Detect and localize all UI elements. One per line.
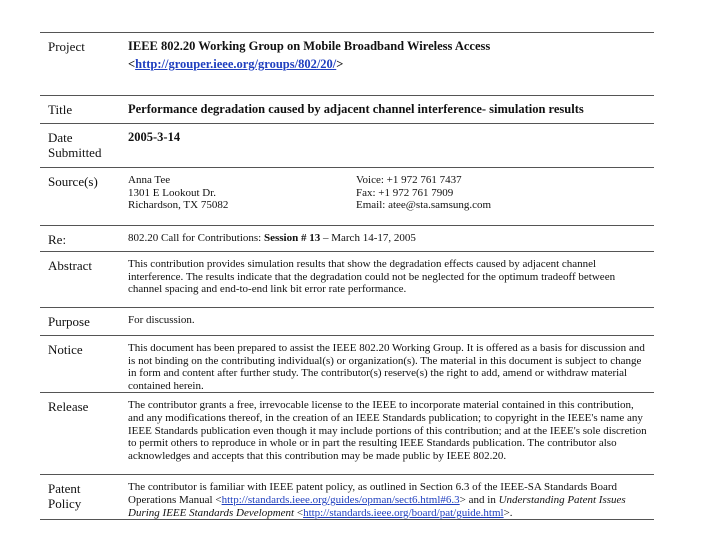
patent-link-opman[interactable]: http://standards.ieee.org/guides/opman/sect6.html#6.3 xyxy=(221,493,460,506)
abstract-text: This contribution provides simulation results that show the degradation effects caused by adjacent channel interference. The results indicate that the degradation could not be neglected for the optimum tradeoff between channel spacing and end-to-end link bit error rate performance. xyxy=(128,258,616,296)
source-address1: 1301 E Lookout Dr. xyxy=(128,186,216,199)
notice-text: This document has been prepared to assist the IEEE 802.20 Working Group. It is offered as a basis for discussion and is not binding on the contributing individual(s) or organization(s). The material in this document is subject to change in form and content after further study. The contributor(s) reserve(s) the right to add, amend or withdraw material contained herein. xyxy=(128,342,645,392)
source-address2: Richardson, TX 75082 xyxy=(128,199,229,212)
source-label: Source(s) xyxy=(48,174,98,189)
source-fax: Fax: +1 972 761 7909 xyxy=(356,186,454,199)
re-row xyxy=(40,226,654,252)
source-voice: Voice: +1 972 761 7437 xyxy=(356,174,462,186)
project-title: IEEE 802.20 Working Group on Mobile Broadband Wireless Access xyxy=(128,39,491,53)
re-label: Re: xyxy=(48,232,67,247)
cover-table xyxy=(40,32,654,520)
source-email: Email: atee@sta.samsung.com xyxy=(356,199,492,212)
re-value: 802.20 Call for Contributions: Session # 13 – March 14-17, 2005 xyxy=(128,232,416,244)
title-value: Performance degradation caused by adjacent channel interference- simulation results xyxy=(128,102,584,116)
patent-text: The contributor is familiar with IEEE patent policy, as outlined in Section 6.3 of the IEEE-SA Standards Board Operations Manual <http://standards.ieee.org/guides/opman/sect6.html#6.3> and in Understanding Patent Issues During IEEE Standards Development <http://standards.ieee.org/board/pat/guide.html>. xyxy=(128,481,626,519)
project-label: Project xyxy=(48,39,85,54)
date-row xyxy=(40,124,654,168)
cover-sheet xyxy=(40,32,654,520)
source-row xyxy=(40,168,654,226)
patent-row xyxy=(40,475,654,520)
notice-row xyxy=(40,336,654,393)
purpose-text: For discussion. xyxy=(128,314,195,326)
title-row xyxy=(40,96,654,124)
title-label: Title xyxy=(48,102,73,117)
release-row xyxy=(40,393,654,475)
release-label: Release xyxy=(48,399,89,415)
abstract-label: Abstract xyxy=(48,258,93,273)
project-link[interactable]: http://grouper.ieee.org/groups/802/20/ xyxy=(135,57,337,71)
date-value: 2005-3-14 xyxy=(128,130,181,144)
patent-label: Patent Policy xyxy=(48,481,82,512)
source-name: Anna Tee xyxy=(128,174,171,186)
project-link-line: <http://grouper.ieee.org/groups/802/20/> xyxy=(128,57,344,71)
release-text: The contributor grants a free, irrevocable license to the IEEE to incorporate material contained in this contribution, and any modifications thereof, in the creation of an IEEE Standards publication; to copyright in the IEEE's name any IEEE Standards publication even though it may include portions of this contribution; and at the IEEE's sole discretion to permit others to reproduce in whole or in part the resulting IEEE Standards publication. The contributor also acknowledges and accepts that this contribution may be made public by IEEE 802.20. xyxy=(128,399,647,462)
date-label: Date Submitted xyxy=(48,130,102,160)
abstract-row xyxy=(40,252,654,308)
purpose-label: Purpose xyxy=(48,314,90,329)
purpose-row xyxy=(40,308,654,336)
project-row xyxy=(40,33,654,96)
patent-link-guide[interactable]: http://standards.ieee.org/board/pat/guide.html xyxy=(303,506,504,519)
notice-label: Notice xyxy=(48,342,83,357)
